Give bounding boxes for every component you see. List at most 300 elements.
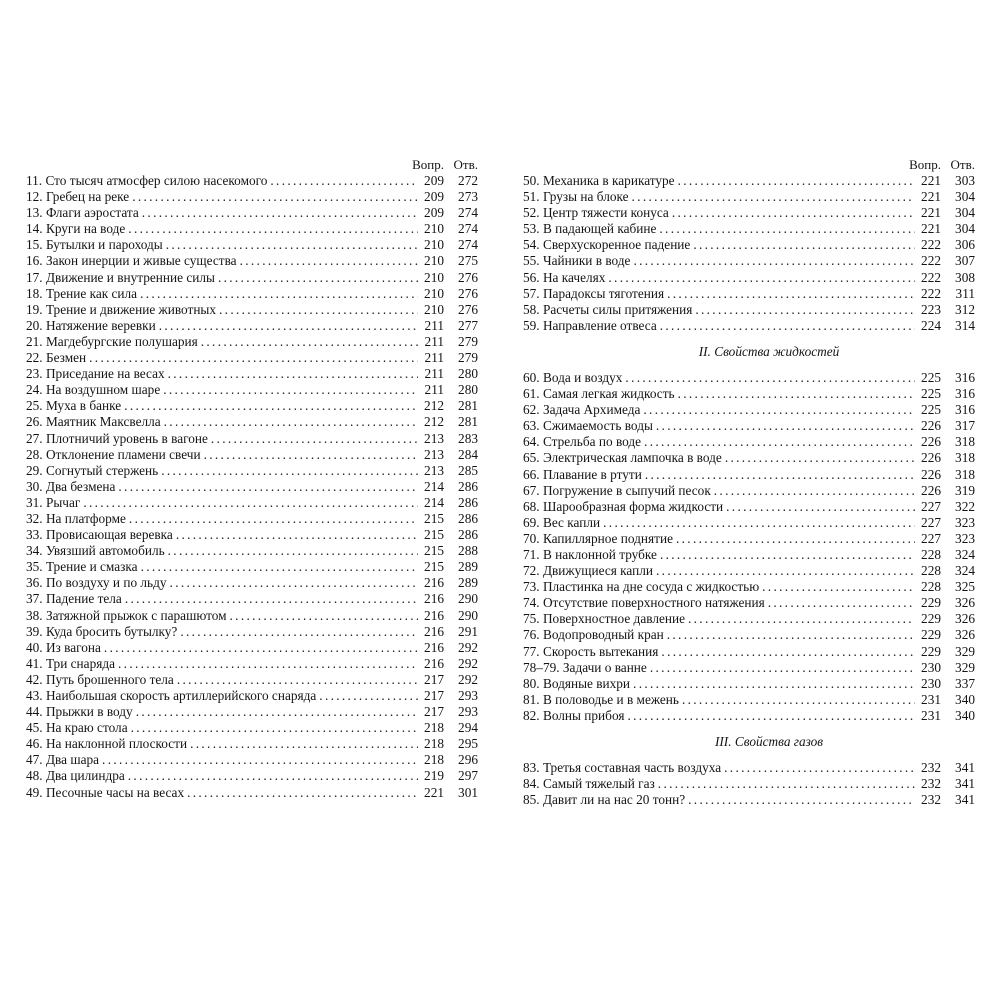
entry-title: 24. На воздушном шаре — [26, 382, 161, 398]
entry-title: 70. Капиллярное поднятие — [523, 530, 673, 546]
dot-leader — [645, 467, 915, 483]
question-page: 221 — [921, 205, 941, 221]
question-page: 209 — [424, 189, 444, 205]
dot-leader — [714, 483, 915, 499]
entry-title: 60. Вода и воздух — [523, 369, 623, 385]
dot-leader — [141, 559, 418, 575]
toc-entry — [26, 511, 478, 527]
dot-leader — [168, 543, 418, 559]
dot-leader — [170, 575, 418, 591]
dot-leader — [104, 640, 418, 656]
dot-leader — [118, 656, 418, 672]
question-page: 226 — [921, 450, 941, 466]
entry-title: 28. Отклонение пламени свечи — [26, 446, 201, 462]
dot-leader — [89, 350, 418, 366]
dot-leader — [725, 450, 915, 466]
dot-leader — [688, 611, 915, 627]
answer-page: 340 — [955, 691, 975, 707]
dot-leader — [168, 366, 418, 382]
entry-title: 58. Расчеты силы притяжения — [523, 301, 693, 317]
dot-leader — [129, 511, 418, 527]
answer-page: 294 — [458, 720, 478, 736]
toc-entry — [26, 656, 478, 672]
toc-entry — [523, 708, 975, 724]
entry-title: 17. Движение и внутренние силы — [26, 269, 215, 285]
answer-page: 275 — [458, 253, 478, 269]
dot-leader — [667, 286, 915, 302]
toc-entry — [523, 253, 975, 269]
toc-entry — [26, 447, 478, 463]
entry-title: 68. Шарообразная форма жидкости — [523, 498, 724, 514]
toc-entry — [523, 318, 975, 334]
question-page: 224 — [921, 317, 941, 333]
entry-title: 77. Скорость вытекания — [523, 643, 659, 659]
entry-title: 50. Механика в карикатуре — [523, 173, 675, 188]
answer-page: 337 — [955, 675, 975, 691]
toc-entry — [26, 286, 478, 302]
question-page: 221 — [921, 221, 941, 237]
toc-entry — [26, 414, 478, 430]
entry-title: 53. В падающей кабине — [523, 221, 657, 237]
question-page: 210 — [424, 269, 444, 285]
question-page: 215 — [424, 559, 444, 575]
entry-title: 19. Трение и движение животных — [26, 301, 217, 317]
answer-page: 304 — [955, 205, 975, 221]
dot-leader — [688, 792, 915, 808]
dot-leader — [633, 676, 915, 692]
toc-entry — [523, 579, 975, 595]
question-page: 222 — [921, 237, 941, 253]
entry-title: 80. Водяные вихри — [523, 675, 631, 691]
toc-entry — [26, 785, 478, 801]
entry-title: 42. Путь брошенного тела — [26, 671, 174, 687]
question-page: 232 — [921, 776, 941, 792]
toc-entry — [26, 270, 478, 286]
entry-title: 36. По воздуху и по льду — [26, 575, 167, 591]
answer-page: 307 — [955, 253, 975, 269]
toc-entry — [523, 692, 975, 708]
toc-entry — [26, 543, 478, 559]
dot-leader — [128, 768, 418, 784]
answer-page: 324 — [955, 546, 975, 562]
toc-entry — [523, 450, 975, 466]
toc-entry — [26, 495, 478, 511]
entry-title: 46. На наклонной плоскости — [26, 736, 188, 752]
question-page: 228 — [921, 546, 941, 562]
entry-title: 38. Затяжной прыжок с парашютом — [26, 607, 227, 623]
toc-entry — [523, 402, 975, 418]
answer-page: 277 — [458, 317, 478, 333]
answer-page: 289 — [458, 559, 478, 575]
column-header — [523, 157, 975, 173]
entry-title: 25. Муха в банке — [26, 398, 122, 414]
question-page: 222 — [921, 269, 941, 285]
toc-entry — [26, 720, 478, 736]
dot-leader — [724, 760, 915, 776]
entry-title: 18. Трение как сила — [26, 285, 138, 301]
dot-leader — [140, 286, 418, 302]
answer-page: 326 — [955, 611, 975, 627]
answer-page: 288 — [458, 543, 478, 559]
entry-title: 43. Наибольшая скорость артиллерийского снаряда — [26, 688, 317, 703]
dot-leader — [83, 495, 418, 511]
question-page: 215 — [424, 527, 444, 543]
answer-page: 301 — [458, 784, 478, 800]
question-page: 211 — [424, 333, 444, 349]
answer-page: 293 — [458, 688, 478, 703]
answer-page: 341 — [955, 792, 975, 808]
question-page: 209 — [424, 173, 444, 188]
answer-page: 304 — [955, 189, 975, 205]
question-page: 232 — [921, 760, 941, 775]
answer-page: 329 — [955, 659, 975, 675]
question-page: 229 — [921, 627, 941, 643]
entry-title: 73. Пластинка на дне сосуда с жидкостью — [523, 579, 760, 595]
dot-leader — [726, 499, 915, 515]
answer-page: 290 — [458, 607, 478, 623]
answer-page: 316 — [955, 402, 975, 418]
answer-page: 318 — [955, 450, 975, 466]
dot-leader — [219, 302, 418, 318]
entry-title: 69. Вес капли — [523, 514, 601, 530]
question-page: 217 — [424, 671, 444, 687]
entry-title: 30. Два безмена — [26, 478, 116, 494]
question-page: 210 — [424, 237, 444, 253]
dot-leader — [659, 221, 915, 237]
entry-title: 59. Направление отвеса — [523, 317, 657, 333]
toc-entry — [26, 575, 478, 591]
question-page: 209 — [424, 205, 444, 221]
answer-page: 285 — [458, 462, 478, 478]
answer-page: 340 — [955, 707, 975, 723]
dot-leader — [180, 624, 418, 640]
toc-entry — [523, 467, 975, 483]
dot-leader — [678, 173, 915, 189]
toc-left-column — [26, 157, 478, 801]
entry-title: 74. Отсутствие поверхностного натяжения — [523, 595, 765, 611]
dot-leader — [230, 608, 418, 624]
answer-page: 281 — [458, 414, 478, 430]
entry-title: 29. Согнутый стержень — [26, 462, 159, 478]
toc-entry — [523, 237, 975, 253]
question-page: 230 — [921, 675, 941, 691]
answer-page: 296 — [458, 752, 478, 768]
answer-page: 325 — [955, 579, 975, 595]
entry-title: 26. Маятник Максвелла — [26, 414, 161, 430]
dot-leader — [142, 205, 418, 221]
question-page: 216 — [424, 655, 444, 671]
answer-page: 322 — [955, 498, 975, 514]
question-page: 227 — [921, 530, 941, 546]
toc-entry — [26, 398, 478, 414]
answer-page: 316 — [955, 369, 975, 385]
question-page: 215 — [424, 510, 444, 526]
question-page: 230 — [921, 659, 941, 675]
question-page-header: Вопр. — [412, 157, 444, 172]
dot-leader — [603, 515, 915, 531]
answer-page: 308 — [955, 269, 975, 285]
dot-leader — [643, 402, 915, 418]
answer-page: 292 — [458, 655, 478, 671]
dot-leader — [187, 785, 418, 801]
entry-title: 41. Три снаряда — [26, 655, 116, 671]
toc-entry — [523, 302, 975, 318]
entry-title: 47. Два шара — [26, 752, 100, 768]
question-page: 222 — [921, 253, 941, 269]
toc-entry — [26, 350, 478, 366]
entry-title: 33. Провисающая веревка — [26, 527, 173, 543]
entry-title: 32. На платформе — [26, 510, 126, 526]
entry-title: 21. Магдебургские полушария — [26, 333, 198, 349]
toc-entry — [523, 531, 975, 547]
toc-entry — [523, 434, 975, 450]
toc-entry — [26, 640, 478, 656]
entry-title: 52. Центр тяжести конуса — [523, 205, 669, 221]
question-page: 225 — [921, 402, 941, 418]
answer-page: 291 — [458, 623, 478, 639]
answer-page: 311 — [955, 285, 975, 301]
toc-entry — [523, 563, 975, 579]
answer-page: 306 — [955, 237, 975, 253]
toc-entry — [523, 483, 975, 499]
dot-leader — [656, 418, 915, 434]
answer-page: 316 — [955, 386, 975, 402]
entry-title: 63. Сжимаемость воды — [523, 418, 653, 434]
entry-title: 57. Парадоксы тяготения — [523, 285, 665, 301]
question-page: 213 — [424, 462, 444, 478]
question-page: 231 — [921, 691, 941, 707]
entry-title: 65. Электрическая лампочка в воде — [523, 450, 722, 466]
toc-entry — [26, 768, 478, 784]
answer-page-header: Отв. — [950, 157, 975, 172]
toc-entry — [26, 736, 478, 752]
dot-leader — [161, 463, 418, 479]
dot-leader — [632, 189, 915, 205]
dot-leader — [218, 270, 418, 286]
answer-page: 341 — [955, 776, 975, 792]
entry-title: 15. Бутылки и пароходы — [26, 237, 163, 253]
answer-page: 329 — [955, 643, 975, 659]
entry-title: 39. Куда бросить бутылку? — [26, 623, 178, 639]
entry-title: 20. Натяжение веревки — [26, 317, 156, 333]
dot-leader — [132, 189, 418, 205]
dot-leader — [608, 270, 915, 286]
answer-page: 304 — [955, 221, 975, 237]
answer-page: 292 — [458, 671, 478, 687]
entry-title: 34. Увязший автомобиль — [26, 543, 165, 559]
entry-title: 78–79. Задачи о ванне — [523, 659, 647, 675]
entry-title: 12. Гребец на реке — [26, 189, 130, 205]
dot-leader — [177, 672, 418, 688]
dot-leader — [164, 414, 418, 430]
dot-leader — [762, 579, 915, 595]
question-page: 227 — [921, 514, 941, 530]
answer-page: 273 — [458, 189, 478, 205]
answer-page-header: Отв. — [453, 157, 478, 172]
question-page: 229 — [921, 595, 941, 611]
toc-entry — [523, 173, 975, 189]
toc-right-column — [523, 157, 975, 808]
entry-title: 13. Флаги аэростата — [26, 205, 139, 221]
toc-entry — [523, 676, 975, 692]
entry-title: 37. Падение тела — [26, 591, 122, 607]
question-page: 221 — [424, 784, 444, 800]
question-page: 213 — [424, 430, 444, 446]
entry-title: 45. На краю стола — [26, 720, 128, 736]
entry-title: 11. Сто тысяч атмосфер силою насекомого — [26, 173, 268, 188]
toc-entry — [26, 527, 478, 543]
answer-page: 274 — [458, 237, 478, 253]
answer-page: 312 — [955, 301, 975, 317]
answer-page: 314 — [955, 317, 975, 333]
question-page: 226 — [921, 434, 941, 450]
toc-entry — [26, 479, 478, 495]
entry-title: 27. Плотничий уровень в вагоне — [26, 430, 208, 446]
section-heading: III. Свойства газов — [714, 734, 824, 749]
entry-title: 67. Погружение в сыпучий песок — [523, 482, 711, 498]
question-page: 225 — [921, 369, 941, 385]
dot-leader — [270, 173, 418, 189]
dot-leader — [131, 720, 418, 736]
answer-page: 286 — [458, 478, 478, 494]
entry-title: 66. Плавание в ртути — [523, 466, 642, 482]
entry-title: 22. Безмен — [26, 350, 87, 366]
dot-leader — [682, 692, 915, 708]
toc-entry — [26, 608, 478, 624]
dot-leader — [650, 660, 915, 676]
entry-title: 23. Приседание на весах — [26, 366, 165, 382]
toc-entry — [523, 660, 975, 676]
toc-entry — [523, 205, 975, 221]
question-page: 229 — [921, 611, 941, 627]
toc-entry — [523, 286, 975, 302]
toc-entry — [26, 382, 478, 398]
toc-entry — [26, 334, 478, 350]
entry-title: 40. Из вагона — [26, 639, 101, 655]
answer-page: 280 — [458, 366, 478, 382]
entry-title: 44. Прыжки в воду — [26, 704, 133, 720]
dot-leader — [204, 447, 418, 463]
answer-page: 274 — [458, 205, 478, 221]
entry-title: 84. Самый тяжелый газ — [523, 776, 655, 792]
toc-entry — [26, 672, 478, 688]
toc-entry — [523, 627, 975, 643]
dot-leader — [672, 205, 915, 221]
dot-leader — [660, 547, 915, 563]
toc-entry — [26, 189, 478, 205]
question-page: 211 — [424, 350, 444, 366]
toc-entry — [523, 515, 975, 531]
question-page: 217 — [424, 688, 444, 703]
question-page: 216 — [424, 607, 444, 623]
answer-page: 323 — [955, 514, 975, 530]
entry-title: 49. Песочные часы на весах — [26, 784, 185, 800]
answer-page: 272 — [458, 173, 478, 188]
question-page: 216 — [424, 623, 444, 639]
answer-page: 293 — [458, 704, 478, 720]
toc-entry — [523, 189, 975, 205]
entry-title: 81. В половодье и в межень — [523, 691, 679, 707]
answer-page: 326 — [955, 595, 975, 611]
toc-entry — [523, 760, 975, 776]
dot-leader — [625, 370, 915, 386]
dot-leader — [678, 386, 915, 402]
answer-page: 286 — [458, 510, 478, 526]
entry-title: 72. Движущиеся капли — [523, 563, 654, 579]
toc-entry — [26, 253, 478, 269]
question-page: 219 — [424, 768, 444, 784]
dot-leader — [319, 688, 418, 704]
dot-leader — [124, 398, 418, 414]
entry-title: 64. Стрельба по воде — [523, 434, 642, 450]
answer-page: 276 — [458, 269, 478, 285]
answer-page: 284 — [458, 446, 478, 462]
dot-leader — [660, 318, 915, 334]
question-page: 210 — [424, 301, 444, 317]
toc-entry — [26, 463, 478, 479]
entry-title: 71. В наклонной трубке — [523, 546, 657, 562]
dot-leader — [102, 752, 418, 768]
entry-title: 48. Два цилиндра — [26, 768, 125, 784]
question-page: 218 — [424, 752, 444, 768]
question-page: 213 — [424, 446, 444, 462]
question-page: 226 — [921, 418, 941, 434]
answer-page: 280 — [458, 382, 478, 398]
question-page: 228 — [921, 579, 941, 595]
entry-title: 51. Грузы на блоке — [523, 189, 629, 205]
dot-leader — [163, 382, 418, 398]
question-page: 221 — [921, 189, 941, 205]
toc-entry — [523, 418, 975, 434]
dot-leader — [656, 563, 915, 579]
toc-entry — [523, 792, 975, 808]
question-page-header: Вопр. — [909, 157, 941, 172]
toc-entry — [26, 205, 478, 221]
answer-page: 279 — [458, 350, 478, 366]
toc-entry — [26, 237, 478, 253]
entry-title: 31. Рычаг — [26, 494, 81, 510]
answer-page: 323 — [955, 530, 975, 546]
answer-page: 295 — [458, 736, 478, 752]
entry-title: 61. Самая легкая жидкость — [523, 386, 675, 402]
toc-entry — [26, 173, 478, 189]
answer-page: 290 — [458, 591, 478, 607]
question-page: 221 — [921, 173, 941, 188]
answer-page: 286 — [458, 494, 478, 510]
entry-title: 83. Третья составная часть воздуха — [523, 760, 722, 775]
question-page: 211 — [424, 382, 444, 398]
dot-leader — [176, 527, 418, 543]
column-header — [26, 157, 478, 173]
question-page: 211 — [424, 317, 444, 333]
toc-entry — [523, 595, 975, 611]
toc-entry — [26, 591, 478, 607]
question-page: 214 — [424, 478, 444, 494]
entry-title: 54. Сверхускоренное падение — [523, 237, 691, 253]
answer-page: 297 — [458, 768, 478, 784]
toc-entry — [523, 386, 975, 402]
question-page: 223 — [921, 301, 941, 317]
dot-leader — [118, 479, 418, 495]
answer-page: 279 — [458, 333, 478, 349]
dot-leader — [166, 237, 418, 253]
dot-leader — [633, 253, 915, 269]
answer-page: 324 — [955, 563, 975, 579]
entry-title: 85. Давит ли на нас 20 тонн? — [523, 792, 686, 808]
entry-title: 55. Чайники в воде — [523, 253, 631, 269]
toc-entry — [26, 221, 478, 237]
dot-leader — [661, 644, 915, 660]
